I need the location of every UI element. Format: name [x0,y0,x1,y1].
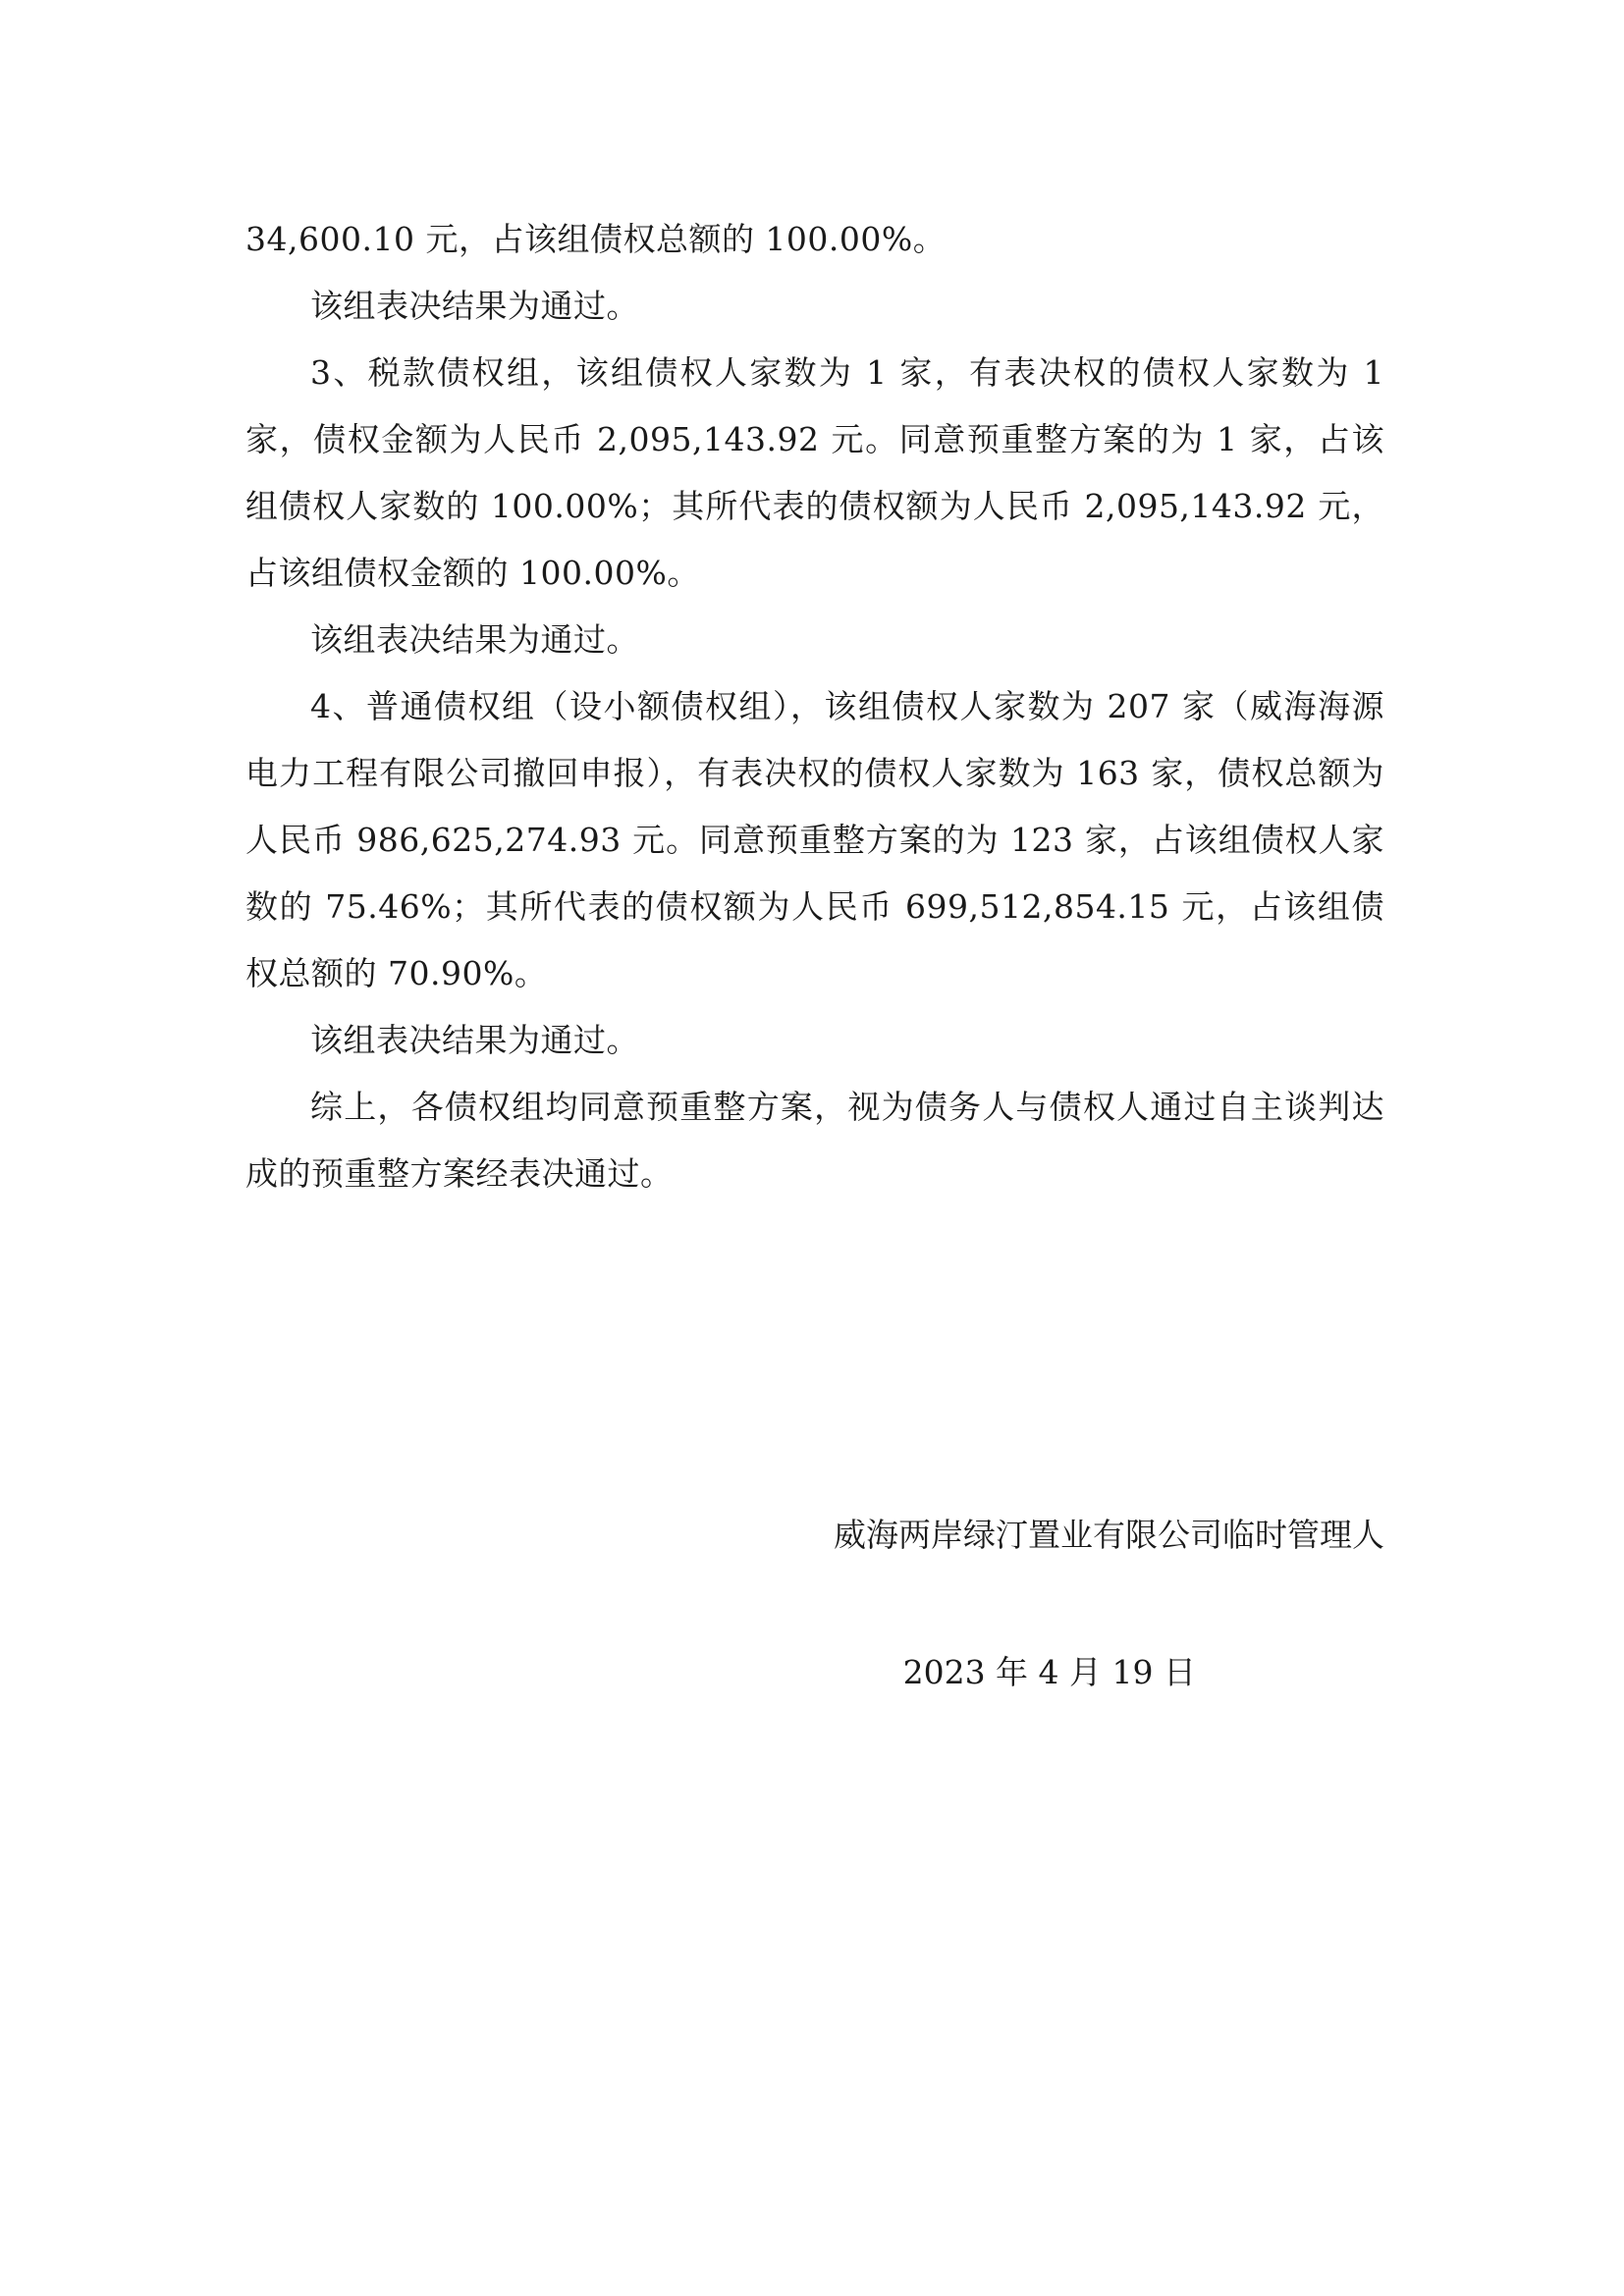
document-body [245,206,1384,1207]
paragraph-conclusion: 综上，各债权组均同意预重整方案，视为债务人与债权人通过自主谈判达成的预重整方案经表决通过。 [245,1088,1384,1193]
paragraph-continuation: 34,600.10 元，占该组债权总额的 100.00%。 [245,220,947,258]
paragraph-vote-result: 该组表决结果为通过。 [310,287,639,325]
signature-issuer: 威海两岸绿汀置业有限公司临时管理人 [834,1516,1384,1554]
paragraph-vote-result: 该组表决结果为通过。 [310,620,639,659]
paragraph-tax-creditor-group: 3、税款债权组，该组债权人家数为 1 家，有表决权的债权人家数为 1 家，债权金额为人民币 2,095,143.92 元。同意预重整方案的为 1 家，占该组债权人家数的 100.00%；其所代表的债权额为人民币 2,095,143.92 元，占该组债权金额的 100.00%。 [245,353,1384,592]
paragraph-ordinary-creditor-group: 4、普通债权组（设小额债权组），该组债权人家数为 207 家（威海海源电力工程有限公司撤回申报），有表决权的债权人家数为 163 家，债权总额为人民币 986,625,274.93 元。同意预重整方案的为 123 家，占该组债权人家数的 75.46%；其所代表的债权额为人民币 699,512,854.15 元，占该组债权总额的 70.90%。 [245,687,1384,992]
paragraph-vote-result: 该组表决结果为通过。 [310,1021,639,1059]
signature-date: 2023 年 4 月 19 日 [902,1653,1196,1691]
